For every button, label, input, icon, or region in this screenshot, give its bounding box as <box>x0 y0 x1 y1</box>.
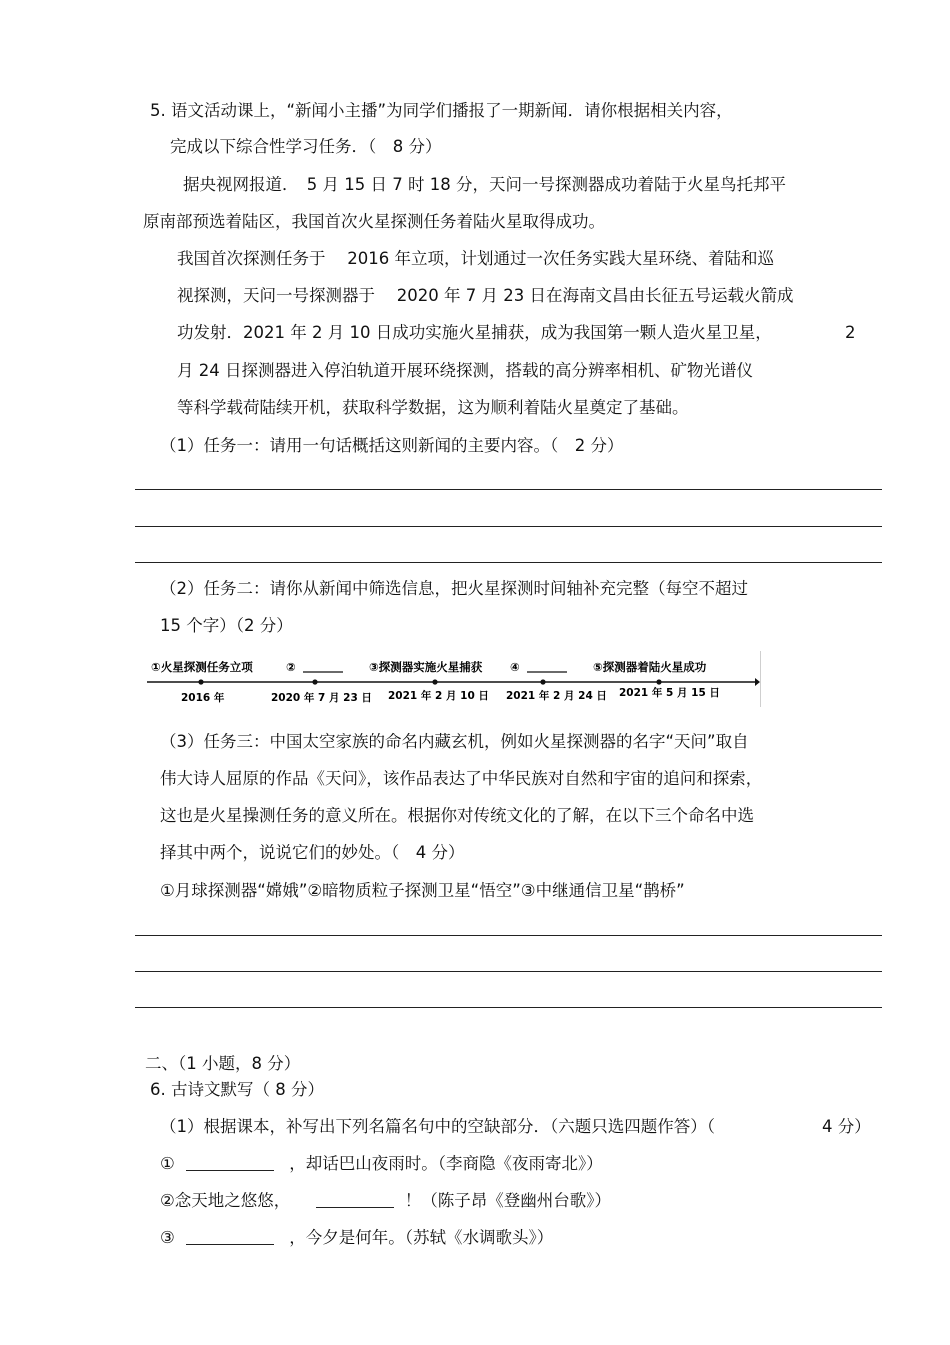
timeline-date-4: 2021 年 2 月 24 日 <box>506 690 607 702</box>
timeline-event-2: ② <box>286 660 296 674</box>
timeline-dot <box>656 679 661 684</box>
section2-heading: 二、（1 小题，8 分） <box>145 1054 301 1073</box>
timeline-event-4: ④ <box>510 660 520 674</box>
q6-heading: 6. 古诗文默写（ 8 分） <box>150 1080 324 1099</box>
answer-line[interactable] <box>135 971 882 972</box>
task3-prompt: 这也是火星操测任务的意义所在。根据你对传统文化的了解，在以下三个命名中选 <box>160 806 754 825</box>
fill-blank[interactable] <box>186 1154 274 1171</box>
timeline-dot <box>540 679 545 684</box>
task3-prompt: （3）任务三：中国太空家族的命名内藏玄机，例如火星探测器的名字“天问”取自 <box>160 732 749 751</box>
q5-heading: 5. 语文活动课上，“新闻小主播”为同学们播报了一期新闻．请你根据相关内容， <box>150 101 733 120</box>
q6-1-score: 4 分） <box>822 1117 871 1136</box>
answer-line[interactable] <box>135 489 882 490</box>
timeline-dot <box>198 679 203 684</box>
news-line: 月 24 日探测器进入停泊轨道开展环绕探测，搭载的高分辨率相机、矿物光谱仪 <box>177 361 753 380</box>
timeline-event-5: ⑤探测器着陆火星成功 <box>593 660 707 674</box>
timeline-date-2: 2020 年 7 月 23 日 <box>271 692 372 704</box>
news-line: 等科学载荷陆续开机，获取科学数据，这为顺利着陆火星奠定了基础。 <box>177 398 689 417</box>
news-line: 原南部预选着陆区，我国首次火星探测任务着陆火星取得成功。 <box>143 212 605 231</box>
poem-item-text: ！（陈子昂《登幽州台歌》） <box>404 1191 612 1210</box>
timeline-date-3: 2021 年 2 月 10 日 <box>388 690 489 702</box>
poem-item-num: ③ <box>160 1228 175 1247</box>
timeline-event-3: ③探测器实施火星捕获 <box>369 660 483 674</box>
task2-prompt: （2）任务二：请你从新闻中筛选信息，把火星探测时间轴补充完整（每空不超过 <box>160 579 748 598</box>
q6-1-prompt: （1）根据课本，补写出下列名篇名句中的空缺部分．（六题只选四题作答）（ <box>160 1117 715 1136</box>
timeline-event-1: ①火星探测任务立项 <box>151 660 253 674</box>
poem-item-text: ，今夕是何年。（苏轼《水调歌头》） <box>289 1228 554 1247</box>
news-line: 视探测，天问一号探测器于 2020 年 7 月 23 日在海南文昌由长征五号运载火箭成 <box>177 286 794 305</box>
news-line-trailing: 2 <box>845 323 856 342</box>
fill-blank[interactable] <box>186 1228 274 1245</box>
answer-line[interactable] <box>135 562 882 563</box>
timeline-graphic <box>143 651 760 707</box>
poem-item-2 <box>160 1190 611 1212</box>
task2-prompt-cont: 15 个字）（2 分） <box>160 616 293 635</box>
answer-line[interactable] <box>135 935 882 936</box>
timeline-date-5: 2021 年 5 月 15 日 <box>619 687 720 699</box>
news-line: 我国首次探测任务于 2016 年立项，计划通过一次任务实践大星环绕、着陆和巡 <box>177 249 774 268</box>
task3-prompt: 伟大诗人屈原的作品《天问》，该作品表达了中华民族对自然和宇宙的追问和探索， <box>160 769 763 788</box>
poem-item-num: ②念天地之悠悠， <box>160 1191 291 1210</box>
q5-heading-cont: 完成以下综合性学习任务．（ 8 分） <box>170 137 442 156</box>
poem-item-1 <box>160 1153 603 1175</box>
news-line: 据央视网报道． 5 月 15 日 7 时 18 分，天问一号探测器成功着陆于火星鸟托邦平 <box>183 175 786 194</box>
task1-prompt: （1）任务一：请用一句话概括这则新闻的主要内容。（ 2 分） <box>160 436 624 455</box>
arrow-head-icon <box>755 678 760 686</box>
answer-line[interactable] <box>135 1007 882 1008</box>
poem-item-3 <box>160 1227 553 1249</box>
answer-line[interactable] <box>135 526 882 527</box>
poem-item-num: ① <box>160 1154 175 1173</box>
news-line: 功发射．2021 年 2 月 10 日成功实施火星捕获，成为我国第一颗人造火星卫星， <box>177 323 772 342</box>
poem-item-text: ，却话巴山夜雨时。（李商隐《夜雨寄北》） <box>289 1154 603 1173</box>
mars-timeline <box>143 651 761 707</box>
timeline-dot <box>312 679 317 684</box>
timeline-dot <box>432 679 437 684</box>
task3-names: ①月球探测器“嫦娥”②暗物质粒子探测卫星“悟空”③中继通信卫星“鹊桥” <box>160 881 685 900</box>
fill-blank[interactable] <box>316 1191 394 1208</box>
timeline-date-1: 2016 年 <box>181 692 225 704</box>
task3-prompt: 择其中两个，说说它们的妙处。（ 4 分） <box>160 843 465 862</box>
